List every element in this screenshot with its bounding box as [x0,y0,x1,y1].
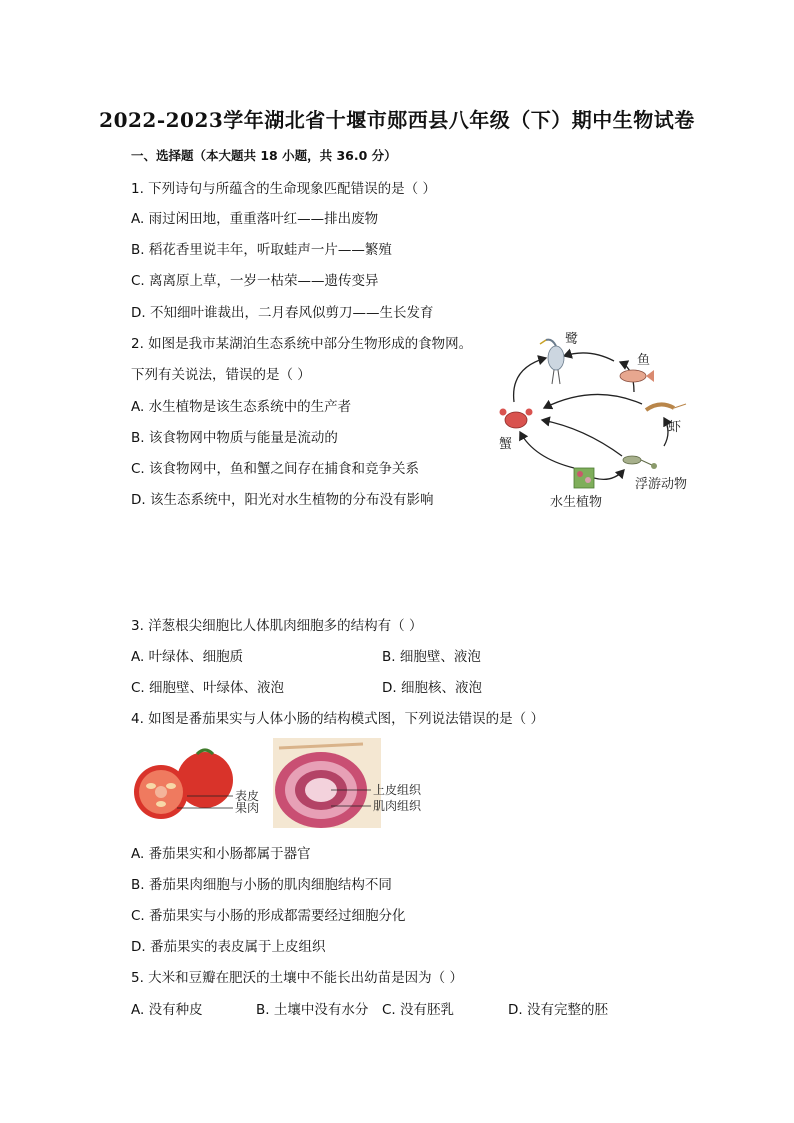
question-2-stem: 2. 如图是我市某湖泊生态系统中部分生物形成的食物网。 [131,336,473,352]
plankton-icon [623,456,657,469]
q3-option-d[interactable]: D. 细胞核、液泡 [382,680,482,696]
label-flesh: 果肉 [235,801,260,815]
q2-option-d[interactable]: D. 该生态系统中，阳光对水生植物的分布没有影响 [131,492,434,508]
q2-option-c[interactable]: C. 该食物网中，鱼和蟹之间存在捕食和竞争关系 [131,461,420,477]
plant-icon [574,468,594,488]
q4-option-a[interactable]: A. 番茄果实和小肠都属于器官 [131,846,311,862]
question-3-stem: 3. 洋葱根尖细胞比人体肌肉细胞多的结构有（ ） [131,618,423,634]
tomato-icon [134,750,233,819]
page-title: 2022-2023学年湖北省十堰市郧西县八年级（下）期中生物试卷 [99,108,695,132]
q3-option-a[interactable]: A. 叶绿体、细胞质 [131,649,244,665]
q1-option-a[interactable]: A. 雨过闲田地，重重落叶红——排出废物 [131,211,379,227]
arrow-fish-to-egret [564,353,614,361]
label-muscle: 肌肉组织 [373,799,422,813]
q3-option-c[interactable]: C. 细胞壁、叶绿体、液泡 [131,680,285,696]
question-2-stem-cont: 下列有关说法，错误的是（ ） [131,367,311,383]
q2-option-b[interactable]: B. 该食物网中物质与能量是流动的 [131,430,338,446]
arrow-plankton-to-crab [542,420,622,456]
question-5-stem: 5. 大米和豆瓣在肥沃的土壤中不能长出幼苗是因为（ ） [131,970,463,986]
label-epithelial: 上皮组织 [373,783,422,797]
tomato-intestine-figure [131,738,461,830]
q4-option-b[interactable]: B. 番茄果肉细胞与小肠的肌肉细胞结构不同 [131,877,392,893]
q2-option-a[interactable]: A. 水生植物是该生态系统中的生产者 [131,399,352,415]
arrow-plant-to-plankton [594,470,624,479]
q4-option-d[interactable]: D. 番茄果实的表皮属于上皮组织 [131,939,326,955]
q5-option-b[interactable]: B. 土壤中没有水分 [256,1002,369,1018]
question-1-stem: 1. 下列诗句与所蕴含的生命现象匹配错误的是（ ） [131,181,436,197]
q1-option-c[interactable]: C. 离离原上草，一岁一枯荣——遗传变异 [131,273,379,289]
arrow-shrimp-to-crab [544,394,642,408]
label-egret: 鹭 [565,332,579,347]
q3-option-b[interactable]: B. 细胞壁、液泡 [382,649,481,665]
arrow-plant-to-crab [520,432,574,468]
fish-icon [620,370,654,382]
arrow-crab-to-egret [514,358,546,402]
intestine-icon [273,738,381,828]
q1-option-b[interactable]: B. 稻花香里说丰年，听取蛙声一片——繁殖 [131,242,392,258]
q5-option-a[interactable]: A. 没有种皮 [131,1002,203,1018]
q5-option-d[interactable]: D. 没有完整的胚 [508,1002,608,1018]
label-plant: 水生植物 [550,495,603,510]
label-shrimp: 虾 [668,420,682,435]
label-skin: 表皮 [235,789,260,803]
label-crab: 蟹 [499,437,513,452]
food-web-figure [494,328,704,513]
egret-icon [540,340,564,384]
label-fish: 鱼 [637,353,651,368]
label-plankton: 浮游动物 [635,477,688,492]
question-4-stem: 4. 如图是番茄果实与人体小肠的结构模式图，下列说法错误的是（ ） [131,711,544,727]
section-heading: 一、选择题（本大题共 18 小题，共 36.0 分） [131,148,397,163]
crab-icon [500,409,533,429]
shrimp-icon [646,404,686,410]
q5-option-c[interactable]: C. 没有胚乳 [382,1002,455,1018]
q4-option-c[interactable]: C. 番茄果实与小肠的形成都需要经过细胞分化 [131,908,406,924]
q1-option-d[interactable]: D. 不知细叶谁裁出，二月春风似剪刀——生长发育 [131,305,434,321]
